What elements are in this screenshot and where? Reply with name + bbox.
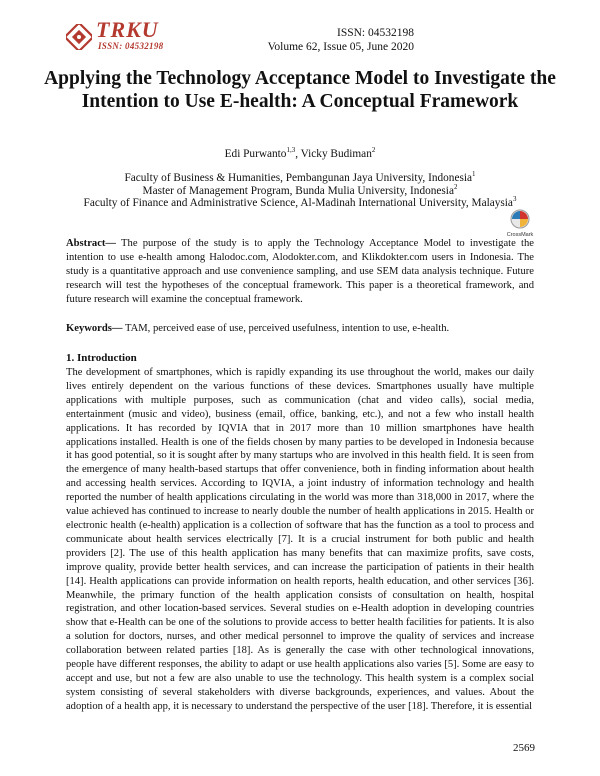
paper-title: Applying the Technology Acceptance Model to Investigate the Intention to Use E-health: A Conceptual Framework [44, 68, 556, 112]
abstract-label: Abstract— [66, 238, 117, 249]
affiliation-1-text: Faculty of Business & Humanities, Pembangunan Jaya University, Indonesia [124, 172, 473, 184]
author-2: Vicky Budiman [300, 148, 372, 160]
author-separator: , [295, 148, 301, 160]
author-1-sup: 1,3 [286, 146, 296, 155]
keywords-label: Keywords— [66, 323, 123, 334]
affiliation-3-text: Faculty of Finance and Administrative Science, Al-Madinah International University, Malaysia [83, 197, 513, 209]
page-number: 2569 [513, 742, 535, 754]
journal-logo-icon [66, 24, 92, 50]
affiliation-3-sup: 3 [512, 195, 517, 204]
abstract-text: The purpose of the study is to apply the Technology Acceptance Model to investigate the intention to use e-health among Halodoc.com, Alodokter.com, and Klikdokter.com users in Indonesia. The study is a quantitative approach and use convenience sampling, and use SEM data analysis technique. Future research will test the hypotheses of the conceptual framework. This paper is a theoretical framework, and future research will examine the conceptual framework. [66, 238, 534, 305]
journal-logo [66, 17, 184, 52]
intro-paragraph: The development of smartphones, which is rapidly expanding its use throughout the world, makes our daily lives entirely dependent on the various functions of these devices. Smartphones usually have multiple applications with multiple purposes, such as communication (chat and video calls), social media, entertainment (music and video), business (email, office, banking, etc.), and not a few who install health applications. It has recorded by IQVIA that in 2017 more than 10 million smartphones have health applications installed. Health is one of the fields chosen by many parties to be developed in Indonesia because it has good potential, so it is sought after by many startups who are involved in this health field. It is seen from the emergence of many health-based startups that offer convenience, both in finding information about health and accessing health services. According to IQVIA, a joint industry of information technology and health reported the number of health applications circulating in the world was more than 318,000 in 2017, where the value achieved has continued to increase to nearly double the number of health applications in 2015. Health or electronic health (e-health) application is a collection of software that has the function as a tool to process and communicate about health services electrically [7]. It is a crucial instrument for both public and health providers [2]. The use of this health application has many benefits that can maximize profits, save costs, improve quality, provide better health services, and can increase the participation of patients in their health [14]. Health applications can provide information on health reports, health education, and other services [36]. Meanwhile, the primary function of the health application consists of consultation on health, hospital registration, and other location-based services. Several studies on e-Health adoption in developing countries show that e-Health can be one of the solutions to provide access to better health facilities for patients. It is also a solution for doctors, nurses, and other medical personnel to improve the quality of services and increase collaboration between related parties [18]. As is generally the case with other technological innovations, people have different responses, the ability to adapt or use health applications also varies [5]. Some are easy to accept and use, but not a few are also unable to use the technology. This health system is a complex social system consisting of several stakeholders with diverse backgrounds, experiences, and values. About the adoption of a health app, it is necessary to understand the perspective of the user [18]. Therefore, it is essential [66, 367, 534, 712]
keywords [66, 322, 534, 336]
author-line [0, 147, 600, 161]
affiliation-2-text: Master of Management Program, Bunda Mulia University, Indonesia [142, 184, 454, 197]
volume-line: Volume 62, Issue 05, June 2020 [267, 41, 414, 53]
affiliations [0, 172, 600, 210]
affiliation-2-sup: 2 [453, 182, 458, 191]
journal-header [268, 26, 414, 54]
affiliation-2 [0, 182, 600, 198]
affiliation-1 [0, 172, 600, 185]
journal-logo-issn: ISSN: 04532198 [98, 41, 164, 51]
author-1: Edi Purwanto [224, 148, 287, 160]
section-heading: 1. Introduction [66, 352, 137, 364]
issn-line: ISSN: 04532198 [337, 27, 414, 39]
abstract [66, 237, 534, 307]
keywords-text: TAM, perceived ease of use, perceived usefulness, intention to use, e-health. [122, 323, 450, 334]
journal-logo-word: TRKU [96, 17, 159, 42]
affiliation-1-sup: 1 [472, 170, 476, 179]
author-2-sup: 2 [371, 146, 376, 155]
crossmark-badge[interactable] [505, 208, 535, 238]
crossmark-label: CrossMark [506, 232, 534, 238]
